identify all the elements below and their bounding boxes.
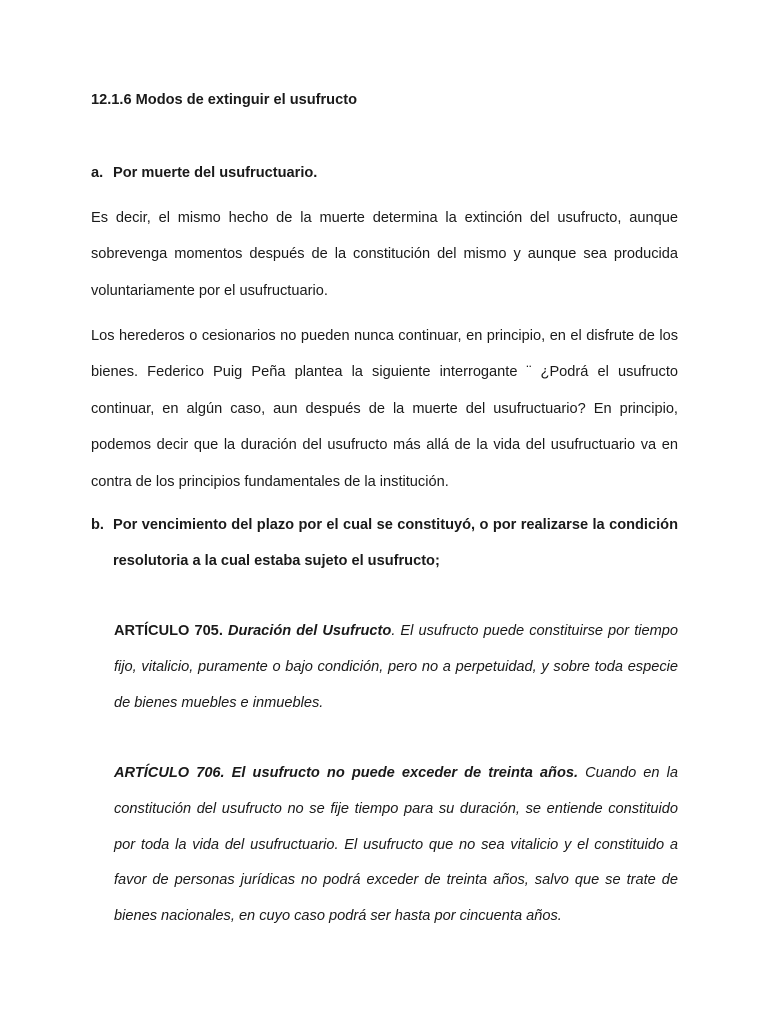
article-705-heading: Duración del Usufructo	[227, 623, 392, 639]
paragraph-1: Es decir, el mismo hecho de la muerte determina la extinción del usufructo, aunque sobrevenga momentos después de la constitución del mismo y aunque sea producida voluntariamente por el usufructuario.	[91, 210, 678, 299]
article-705-separator: .	[218, 623, 228, 639]
article-706-body: Cuando en la constitución del usufructo no se fije tiempo para su duración, se entiende constituido por toda la vida del usufructuario. El usufructo que no sea vitalicio y el constituido a favor de personas jurídicas no podrá exceder de treinta años, salvo que se trate de bienes nacionales, en cuyo caso podrá ser hasta por cincuenta años.	[114, 765, 678, 925]
list-marker-a: a.	[91, 165, 104, 181]
paragraph-2: Los herederos o cesionarios no pueden nunca continuar, en principio, en el disfrute de los bienes. Federico Puig Peña plantea la siguiente interrogante ¨ ¿Podrá el usufructo continuar, en algún caso, aun después de la muerte del usufructuario? En principio, podemos decir que la duración del usufructo más allá de la vida del usufructuario va en contra de los principios fundamentales de la institución.	[91, 328, 678, 490]
list-item-a-title: Por muerte del usufructuario.	[113, 165, 318, 181]
article-706	[114, 756, 678, 935]
list-item-b	[91, 507, 678, 579]
list-marker-b: b.	[91, 517, 104, 533]
article-706-heading: ARTÍCULO 706. El usufructo no puede exceder de treinta años.	[114, 765, 579, 781]
article-705	[114, 614, 678, 721]
section-title: 12.1.6 Modos de extinguir el usufructo	[91, 92, 357, 108]
list-item-b-title: Por vencimiento del plazo por el cual se constituyó, o por realizarse la condición resolutoria a la cual estaba sujeto el usufructo;	[113, 517, 678, 569]
article-705-body: . El usufructo puede constituirse por tiempo fijo, vitalicio, puramente o bajo condición, pero no a perpetuidad, y sobre toda especie de bienes muebles e inmuebles.	[114, 623, 679, 711]
list-item-a	[91, 155, 317, 191]
article-705-label: ARTÍCULO 705	[114, 623, 219, 639]
